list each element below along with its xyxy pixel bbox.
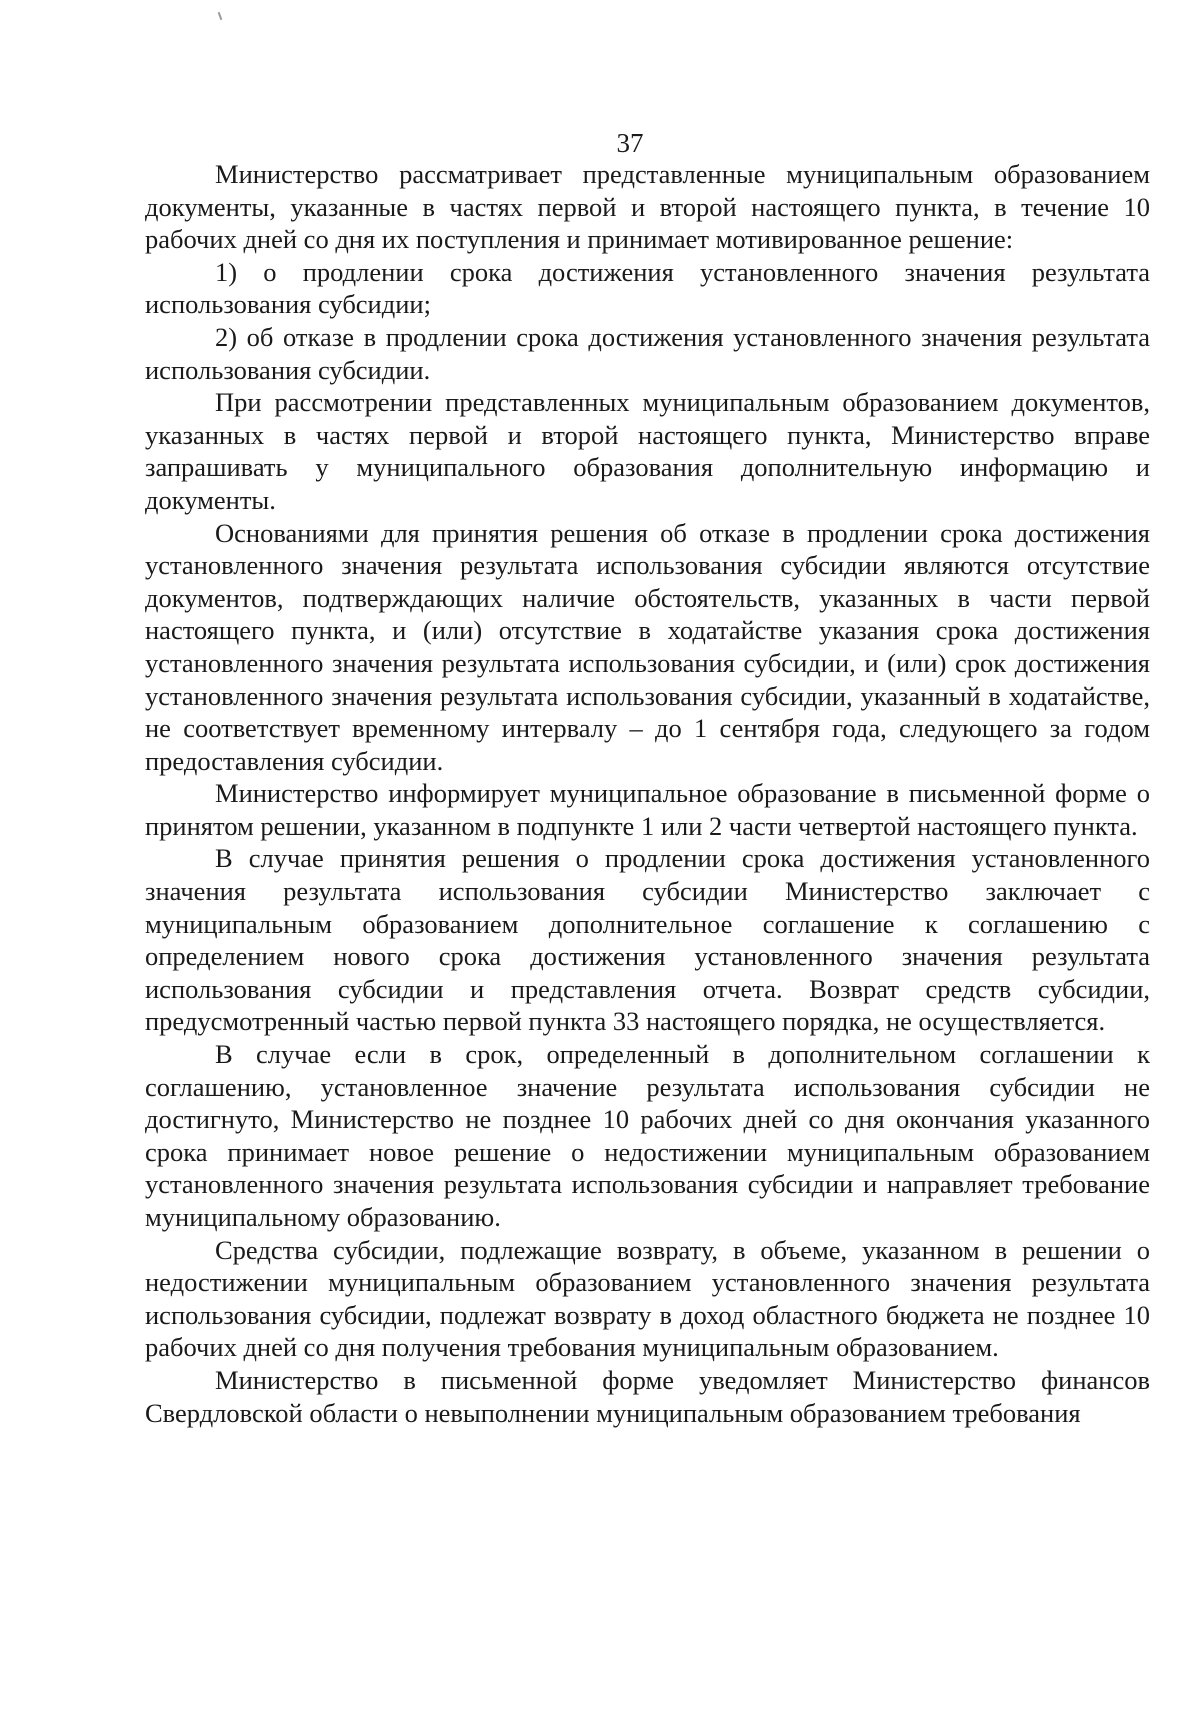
paragraph-additional-agreement: В случае принятия решения о продлении срока достижения установленного значения результата использования субсидии Министерство заключает с муниципальным образованием дополнительное соглашение к соглашению с определением нового срока достижения установленного значения результата использования субсидии и представления отчета. Возврат средств субсидии, предусмотренный частью первой пункта 33 настоящего порядка, не осуществляется. [145,843,1150,1037]
paragraph-not-achieved: В случае если в срок, определенный в дополнительном соглашении к соглашению, установленное значение результата использования субсидии не достигнуто, Министерство не позднее 10 рабочих дней со дня окончания указанного срока принимает новое решение о недостижении муниципальным образованием установленного значения результата использования субсидии и направляет требование муниципальному образованию. [145,1039,1150,1232]
paragraph-finance-ministry-notice: Министерство в письменной форме уведомляет Министерство финансов Свердловской области о невыполнении муниципальным образованием требования [145,1364,1150,1428]
paragraph-option-refuse: 2) об отказе в продлении срока достижения установленного значения результата использования субсидии. [145,321,1150,385]
page-number: 37 [616,128,644,158]
paragraph-option-extend: 1) о продлении срока достижения установленного значения результата использования субсидии; [145,256,1150,320]
paragraph-refusal-grounds: Основаниями для принятия решения об отказе в продлении срока достижения установленного значения результата использования субсидии являются отсутствие документов, подтверждающих наличие обстоятельств, указанных в части первой настоящего пункта, и (или) отсутствие в ходатайстве указания срока достижения установленного значения результата использования субсидии, и (или) срок достижения установленного значения результата использования субсидии, указанный в ходатайстве, не соответствует временному интервалу – до 1 сентября года, следующего за годом предоставления субсидии. [145,517,1150,776]
paragraph-request-info: При рассмотрении представленных муниципальным образованием документов, указанных в частях первой и второй настоящего пункта, Министерство вправе запрашивать у муниципального образования дополнительную информацию и документы. [145,387,1150,515]
scan-artifact [218,12,223,20]
paragraph-notification: Министерство информирует муниципальное образование в письменной форме о принятом решении, указанном в подпункте 1 или 2 части четвертой настоящего пункта. [145,778,1150,841]
document-body [145,158,1150,1429]
paragraph-review-documents: Министерство рассматривает представленные муниципальным образованием документы, указанные в частях первой и второй настоящего пункта, в течение 10 рабочих дней со дня их поступления и принимает мотивированное решение: [145,159,1150,255]
paragraph-refund: Средства субсидии, подлежащие возврату, в объеме, указанном в решении о недостижении муниципальным образованием установленного значения результата использования субсидии, подлежат возврату в доход областного бюджета не позднее 10 рабочих дней со дня получения требования муниципальным образованием. [145,1234,1150,1363]
